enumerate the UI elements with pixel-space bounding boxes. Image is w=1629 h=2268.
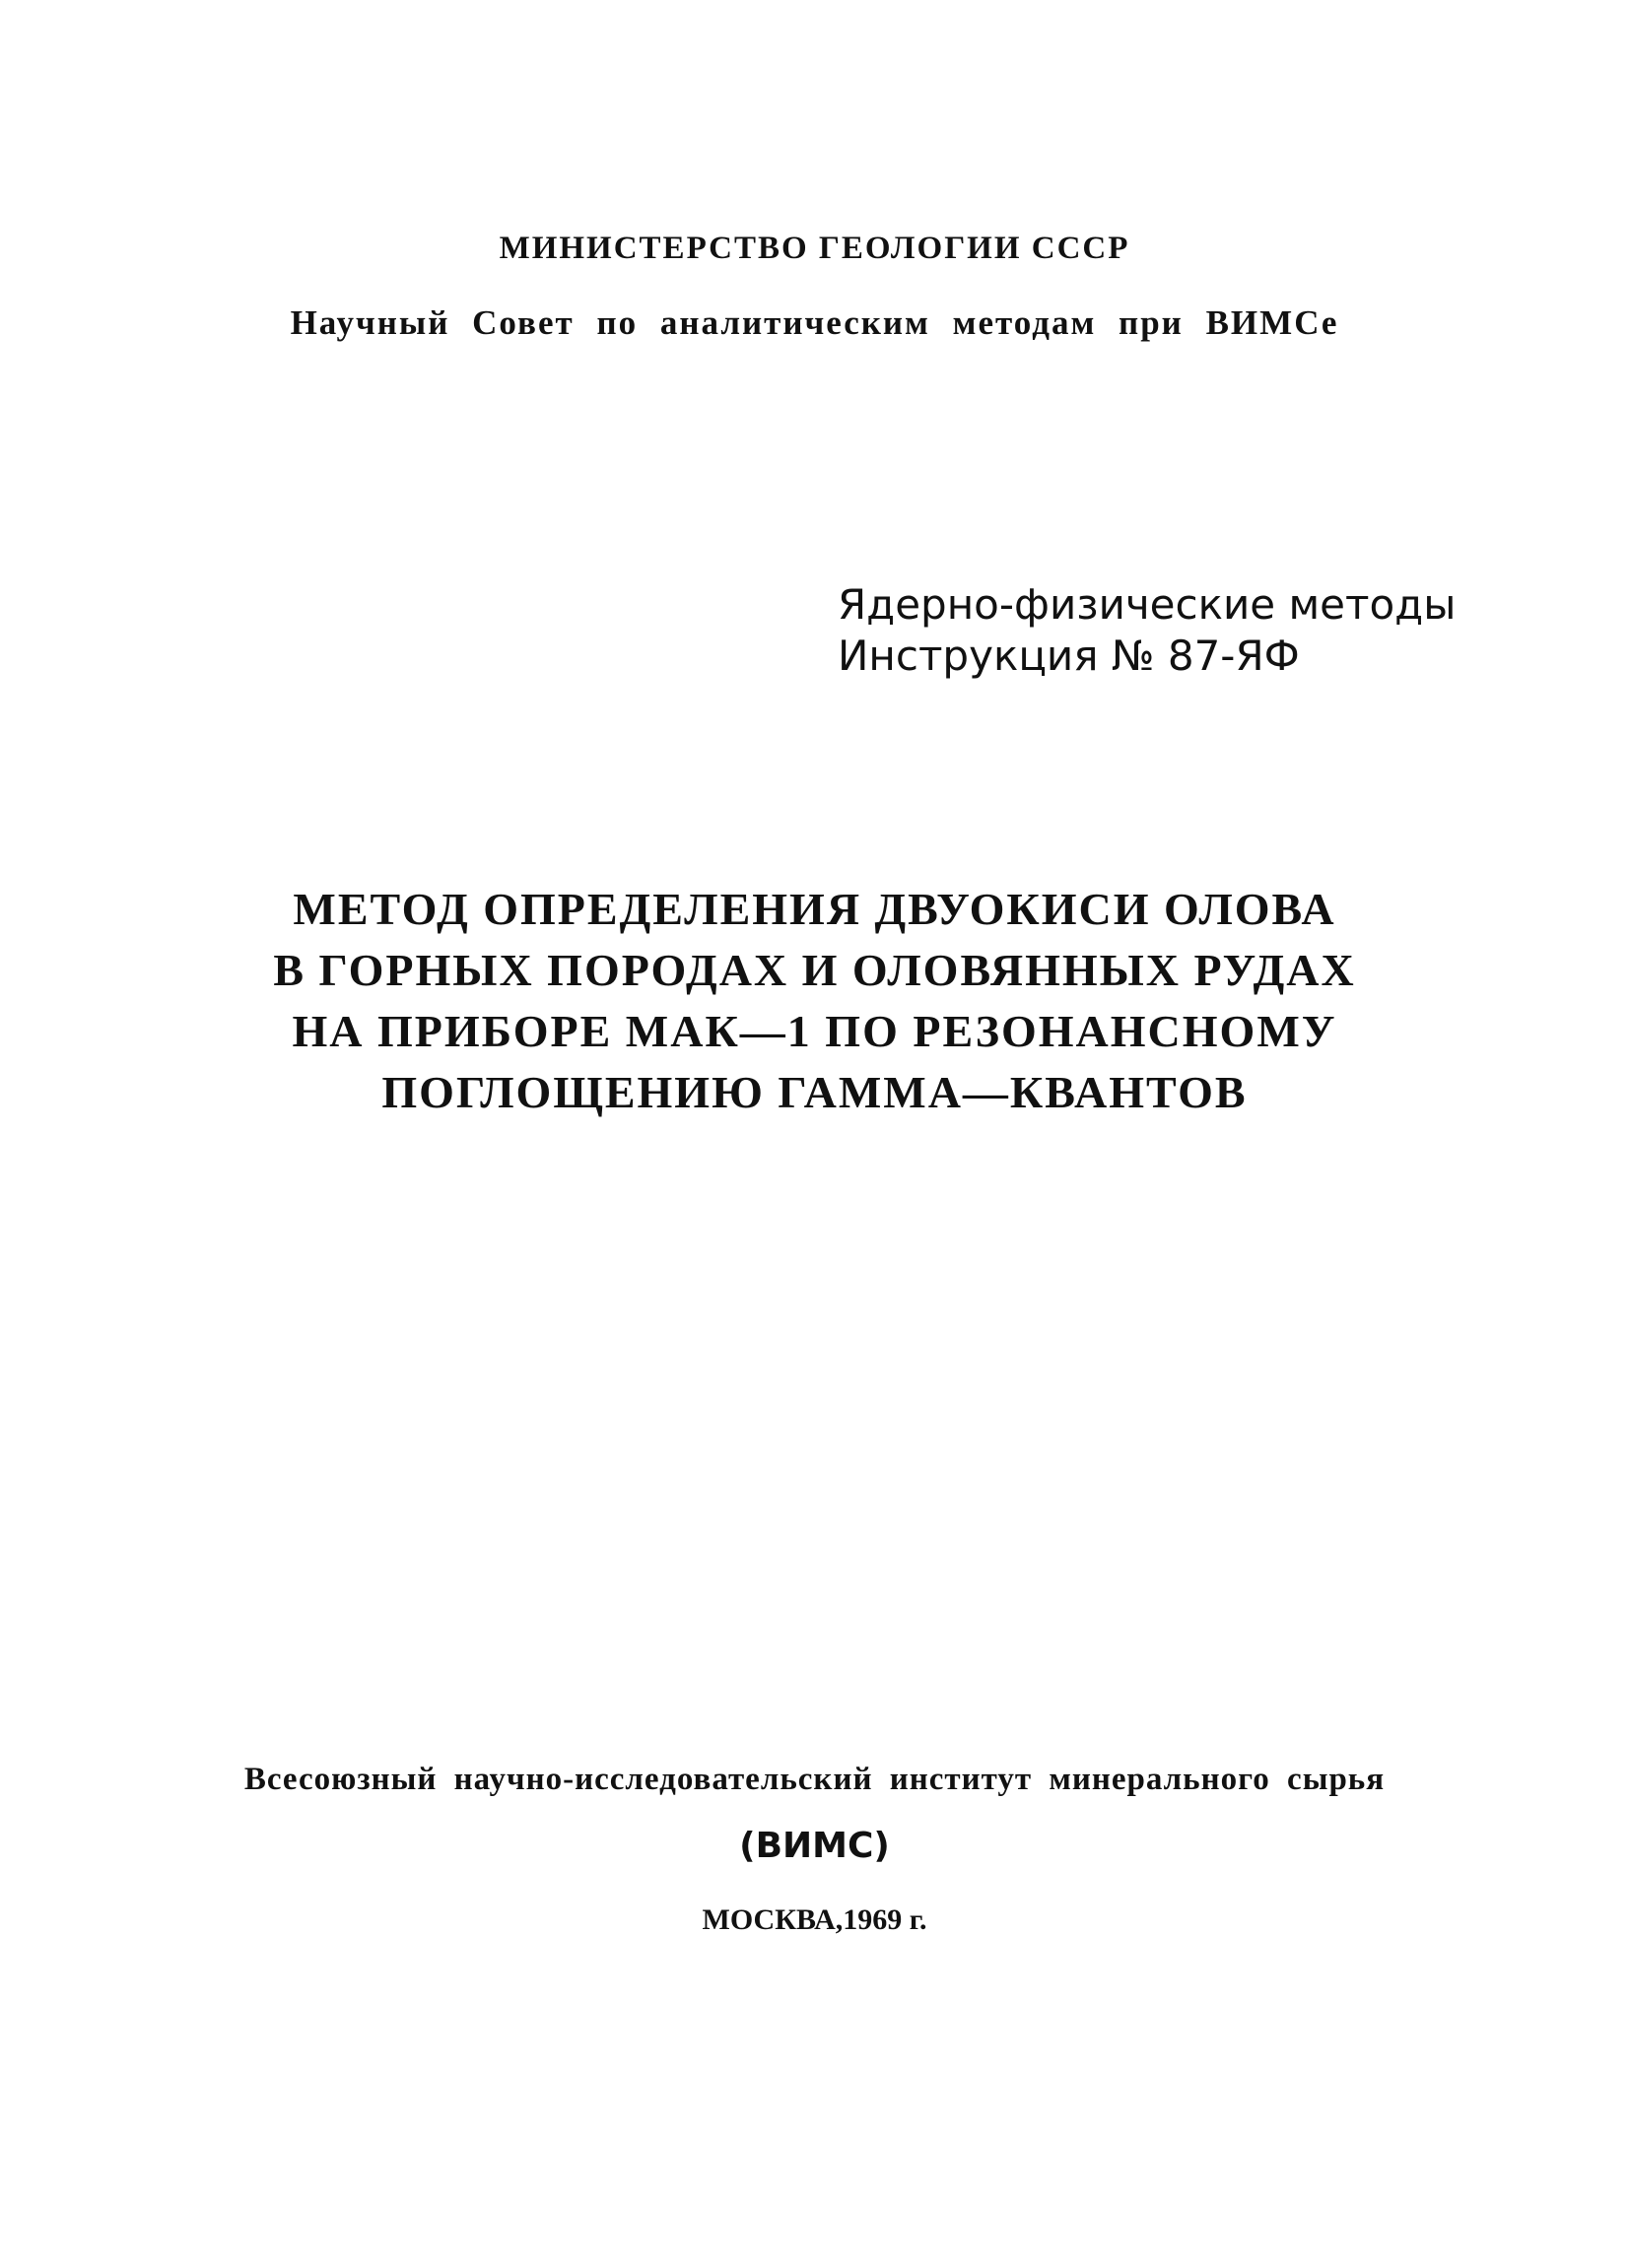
instruction-number: Инструкция № 87-ЯФ — [838, 632, 1300, 680]
ministry-header: МИНИСТЕРСТВО ГЕОЛОГИИ СССР — [499, 231, 1130, 266]
series-category: Ядерно-физические методы — [838, 580, 1457, 629]
title-line: ПОГЛОЩЕНИЮ ГАММА—КВАНТОВ — [381, 1067, 1248, 1117]
institute-abbreviation: (ВИМС) — [739, 1826, 890, 1866]
scientific-council-subtitle: Научный Совет по аналитическим методам при ВИМСе — [290, 303, 1339, 342]
document-title — [0, 879, 1629, 1123]
institute-name: Всесоюзный научно-исследовательский институт минерального сырья — [243, 1762, 1386, 1797]
city-and-year: МОСКВА,1969 г. — [702, 1903, 927, 1936]
title-line: МЕТОД ОПРЕДЕЛЕНИЯ ДВУОКИСИ ОЛОВА — [293, 884, 1336, 934]
title-line: НА ПРИБОРЕ МАК—1 ПО РЕЗОНАНСНОМУ — [292, 1006, 1337, 1056]
title-line: В ГОРНЫХ ПОРОДАХ И ОЛОВЯННЫХ РУДАХ — [273, 945, 1356, 995]
